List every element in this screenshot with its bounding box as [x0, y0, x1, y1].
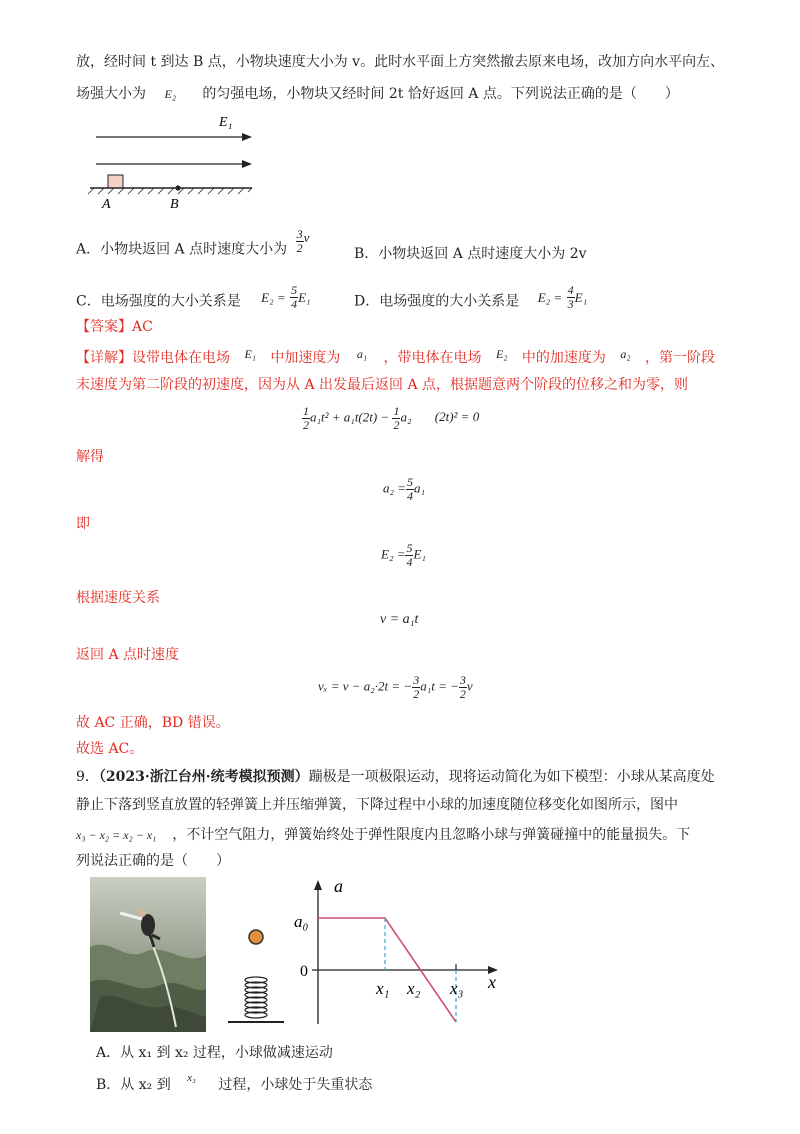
option-c-8-text: C．电场强度的大小关系是: [76, 293, 241, 310]
equation-a2: a₂ = $\frac{5}{4}$ a₁: [383, 475, 426, 503]
conclusion-1: 故 AC 正确，BD 错误。: [76, 715, 230, 731]
option-d-8-text: D．电场强度的大小关系是: [354, 293, 520, 310]
q9-line-4: 列说法正确的是（ ）: [76, 853, 230, 869]
intro-line-2: [76, 84, 679, 104]
detail-sym-a1: a₁: [356, 347, 368, 361]
field-diagram: [84, 112, 264, 212]
q9-source: （2023·浙江台州·统考模拟预测）: [98, 769, 309, 785]
ground-hatching: [88, 188, 252, 194]
option-d-8-frac: $\frac{4}{3}$: [567, 283, 574, 311]
option-a-8-frac: $\frac{3}{2}$: [296, 227, 303, 255]
intro-line-1: 放，经时间 t 到达 B 点，小物块速度大小为 v。此时水平面上方突然撤去原来电场，改加方向水平向左、: [76, 54, 725, 70]
q9-line-2: 静止下落到竖直放置的轻弹簧上并压缩弹簧，下降过程中小球的加速度随位移变化如图所示，图中: [76, 797, 678, 813]
field-arrow-bottom: [242, 160, 252, 168]
conclusion-2: 故选 AC。: [76, 741, 144, 757]
option-b-8: B．小物块返回 A 点时速度大小为 2v: [354, 246, 587, 262]
equation-e2: E₂ = $\frac{5}{4}$ E₁: [381, 541, 426, 569]
option-a-8-tail: v: [303, 229, 310, 245]
origin-label: 0: [300, 963, 308, 980]
spring: [245, 977, 267, 1018]
q9-line-1: 9．（2023·浙江台州·统考模拟预测）蹦极是一项极限运动，现将运动简化为如下模型：小球从某高度处: [76, 769, 715, 785]
x3-label: x₃: [450, 979, 464, 998]
label-a: A: [102, 197, 111, 212]
ji-label: 即: [76, 516, 90, 532]
detail-line-1: 【详解】设带电体在电场 E₁ 中加速度为 a₁ ，带电体在电场 E₂ 中的加速度为 a₂ ，第一阶段: [76, 347, 715, 366]
q9-condition: x₃ − x₂ = x₂ − x₁: [76, 828, 157, 842]
ball: [249, 930, 263, 944]
detail-label: 【详解】: [76, 350, 132, 366]
speed-label: 根据速度关系: [76, 590, 160, 606]
x1-label: x₁: [376, 979, 390, 998]
equation-displacement: $\frac{1}{2}$ a₁t² + a₁t(2t) − $\frac{1}{2}$ a₂ (2t)² = 0: [303, 404, 480, 432]
answer-value: AC: [132, 319, 153, 335]
answer-line: [76, 317, 153, 337]
q9-number: 9．: [76, 769, 99, 785]
ball-spring-diagram: [226, 920, 286, 1030]
detail-sym-e1: E₁: [244, 347, 256, 361]
option-d-8: D．电场强度的大小关系是 E₂ = $\frac{4}{3}$ E₁: [354, 283, 588, 311]
option-a-8: [76, 227, 310, 263]
x-axis-label: x: [488, 972, 496, 992]
q9-option-b: B．从 x₂ 到 $^{x_3}$ 过程，小球处于失重状态: [96, 1072, 373, 1093]
detail-sym-e2: E₂: [495, 347, 508, 361]
y-axis-label: a: [334, 876, 343, 896]
label-b: B: [170, 197, 179, 212]
detail-sym-a2: a₂: [620, 347, 631, 361]
intro-line-2-b: 的匀强电场，小物块又经时间 2t 恰好返回 A 点。下列说法正确的是（ ）: [202, 86, 679, 102]
answer-label: 【答案】: [76, 319, 132, 335]
solve-label: 解得: [76, 449, 104, 465]
x2-label: x₂: [407, 979, 421, 998]
field-arrow-top: [242, 133, 252, 141]
equation-velocity: v = a₁t: [380, 612, 419, 627]
a0-label: a₀: [294, 912, 309, 931]
intro-line-2-a: 场强大小为: [76, 86, 146, 102]
option-c-8-frac: $\frac{5}{4}$: [291, 283, 298, 311]
e2-symbol: E₂: [164, 87, 176, 101]
option-c-8: C．电场强度的大小关系是 E₂ = $\frac{5}{4}$ E₁: [76, 283, 311, 311]
block-a: [108, 175, 123, 188]
q9-line-3: x₃ − x₂ = x₂ − x₁ ，不计空气阻力，弹簧始终处于弹性限度内且忽略小球与弹簧碰撞中的能量损失。下: [76, 827, 691, 843]
q9-option-b-sym: x₃: [187, 1072, 196, 1084]
acceleration-graph: [290, 874, 510, 1034]
option-a-8-text: A．小物块返回 A 点时速度大小为: [76, 241, 288, 258]
point-b-dot: [175, 185, 180, 190]
equation-return-speed: vₓ = v − a₂·2t = − $\frac{3}{2}$ a₁t = − $\frac{3}{2}$ v: [318, 673, 473, 701]
bungee-photo: [90, 877, 206, 1032]
detail-line-2: 末速度为第二阶段的初速度，因为从 A 出发最后返回 A 点，根据题意两个阶段的位移之和为零，则: [76, 377, 689, 393]
q9-option-a: A．从 x₁ 到 x₂ 过程，小球做减速运动: [96, 1045, 333, 1061]
return-label: 返回 A 点时速度: [76, 647, 180, 663]
field-label: E₁: [219, 115, 233, 130]
